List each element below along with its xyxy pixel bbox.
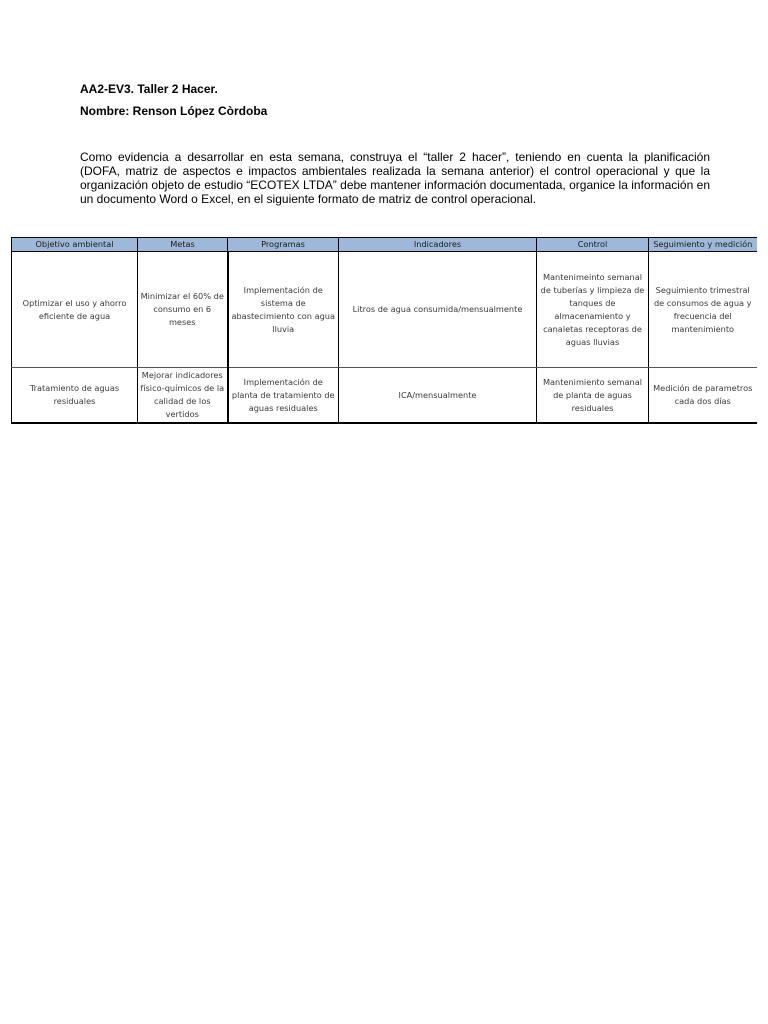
- column-header-metas: Metas: [138, 238, 228, 252]
- operational-control-matrix: [11, 237, 757, 424]
- table-row: [12, 252, 757, 368]
- cell-objetivo: Tratamiento de aguas residuales: [12, 368, 138, 424]
- cell-programas: Implementación de sistema de abastecimiento con agua lluvia: [228, 252, 339, 368]
- cell-programas: Implementación de planta de tratamiento de aguas residuales: [228, 368, 339, 424]
- column-header-programas: Programas: [228, 238, 339, 252]
- cell-objetivo: Optimizar el uso y ahorro eficiente de agua: [12, 252, 138, 368]
- cell-control: Mantenimiento semanal de planta de aguas residuales: [537, 368, 649, 424]
- cell-metas: Mejorar indicadores físico-químicos de la calidad de los vertidos: [138, 368, 228, 424]
- table-row: [12, 368, 757, 424]
- cell-indicadores: Litros de agua consumida/mensualmente: [339, 252, 537, 368]
- column-header-indicadores: Indicadores: [339, 238, 537, 252]
- table-header-row: [12, 238, 757, 252]
- instructions-paragraph: Como evidencia a desarrollar en esta semana, construya el “taller 2 hacer”, teniendo en cuenta la planificación (DOFA, matriz de aspectos e impactos ambientales realizada la semana anterior) el control operacional y que la organización objeto de estudio “ECOTEX LTDA” debe mantener información documentada, organice la información en un documento Word o Excel, en el siguiente formato de matriz de control operacional.: [80, 150, 710, 206]
- column-header-seguimiento: Seguimiento y medición: [649, 238, 757, 252]
- cell-seguimiento: Seguimiento trimestral de consumos de agua y frecuencia del mantenimiento: [649, 252, 757, 368]
- column-header-control: Control: [537, 238, 649, 252]
- column-header-objetivo: Objetivo ambiental: [12, 238, 138, 252]
- author-name: Nombre: Renson López Còrdoba: [80, 104, 268, 118]
- document-title: AA2-EV3. Taller 2 Hacer.: [80, 82, 218, 96]
- cell-metas: Minimizar el 60% de consumo en 6 meses: [138, 252, 228, 368]
- cell-indicadores: ICA/mensualmente: [339, 368, 537, 424]
- cell-control: Mantenimeinto semanal de tuberías y limpieza de tanques de almacenamiento y canaletas receptoras de aguas lluvias: [537, 252, 649, 368]
- cell-seguimiento: Medición de parametros cada dos días: [649, 368, 757, 424]
